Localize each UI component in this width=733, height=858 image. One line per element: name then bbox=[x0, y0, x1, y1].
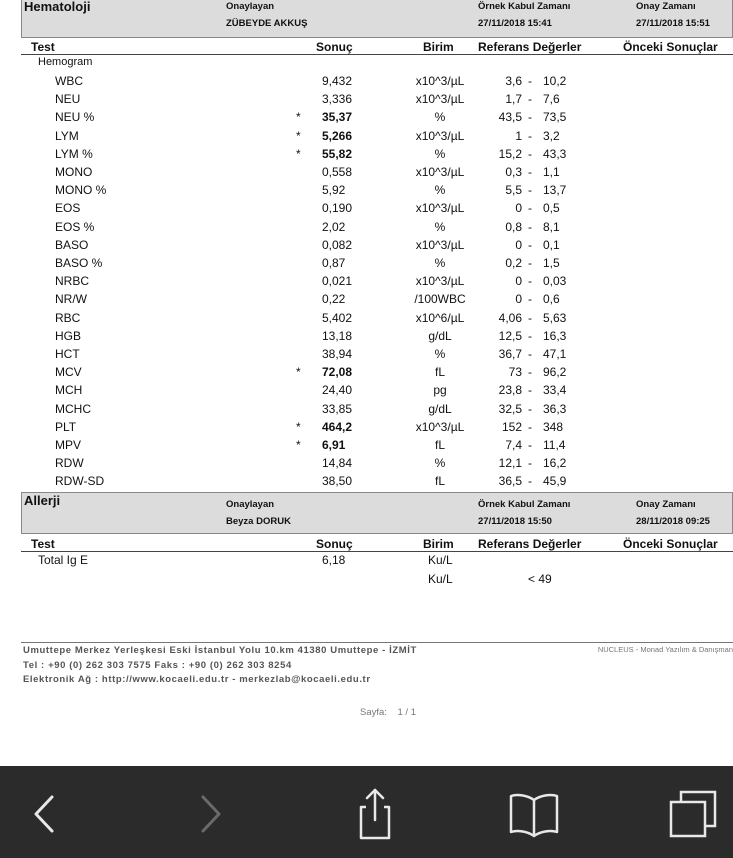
reference-dash: - bbox=[528, 146, 532, 161]
unit: x10^6/µL bbox=[415, 310, 465, 325]
forward-button[interactable] bbox=[181, 784, 241, 844]
back-button[interactable] bbox=[14, 784, 74, 844]
table-row bbox=[0, 274, 733, 292]
reference-low: 0 bbox=[515, 201, 522, 216]
reference-dash: - bbox=[528, 438, 532, 452]
allergy-col-result: Sonuç bbox=[316, 537, 353, 551]
reference-dash: - bbox=[528, 419, 532, 434]
result-value: 0,558 bbox=[322, 165, 353, 179]
reference-low: 12,1 bbox=[498, 456, 522, 471]
reference-low: 0,8 bbox=[505, 219, 522, 234]
reference-high: 0,5 bbox=[543, 201, 560, 216]
allergy-col-test: Test bbox=[31, 537, 55, 551]
table-row bbox=[0, 147, 733, 165]
result-value: 464,2 bbox=[322, 419, 353, 434]
result-value: 2,02 bbox=[322, 219, 346, 234]
reference-dash: - bbox=[528, 237, 532, 252]
result-value: 24,40 bbox=[322, 383, 353, 398]
reference-dash: - bbox=[528, 219, 532, 234]
result-value: 6,91 bbox=[322, 438, 346, 452]
allergy-sample-label: Örnek Kabul Zamanı bbox=[478, 499, 571, 510]
allergy-row bbox=[0, 553, 733, 571]
hematology-column-headers bbox=[0, 40, 733, 54]
reference-low: 0 bbox=[515, 237, 522, 252]
test-name: RDW bbox=[55, 456, 84, 471]
reference-dash: - bbox=[528, 74, 532, 88]
forward-icon bbox=[199, 794, 223, 834]
reference-high: 43,3 bbox=[543, 146, 567, 161]
unit: % bbox=[434, 347, 446, 361]
test-name: NEU % bbox=[55, 110, 95, 125]
hematology-approval-time: 27/11/2018 15:51 bbox=[636, 18, 710, 29]
test-name: MCV bbox=[55, 365, 82, 380]
reference-low: 1,7 bbox=[505, 92, 522, 107]
page-value: 1 / 1 bbox=[397, 707, 416, 718]
table-row bbox=[0, 183, 733, 201]
reference-low: 32,5 bbox=[498, 401, 522, 416]
reference-low: 36,5 bbox=[498, 474, 522, 489]
result-value: 38,50 bbox=[322, 474, 353, 489]
unit: fL bbox=[434, 474, 445, 489]
unit: x10^3/µL bbox=[415, 274, 465, 289]
footer-rule bbox=[21, 642, 733, 643]
col-reference: Referans Değerler bbox=[478, 40, 582, 54]
page-label: Sayfa: bbox=[360, 707, 387, 718]
test-name: LYM bbox=[55, 128, 79, 143]
table-row bbox=[0, 165, 733, 183]
reference-high: 8,1 bbox=[543, 219, 560, 234]
unit: x10^3/µL bbox=[415, 128, 465, 143]
table-row bbox=[0, 474, 733, 492]
result-value: 0,021 bbox=[322, 274, 353, 289]
hematology-approver-label: Onaylayan bbox=[226, 1, 275, 12]
unit: % bbox=[434, 219, 446, 234]
test-name: MPV bbox=[55, 438, 82, 452]
test-name: HGB bbox=[55, 328, 82, 343]
table-row bbox=[0, 220, 733, 238]
reference-dash: - bbox=[528, 201, 532, 216]
hematology-approval-label: Onay Zamanı bbox=[636, 1, 696, 12]
table-row bbox=[0, 402, 733, 420]
result-value: 35,37 bbox=[322, 110, 353, 125]
reference-dash: - bbox=[528, 292, 532, 307]
unit: % bbox=[434, 256, 446, 270]
test-name: MONO % bbox=[55, 183, 107, 198]
reference-low: 5,5 bbox=[505, 183, 522, 198]
unit: x10^3/µL bbox=[415, 419, 465, 434]
allergy-ref-range: < 49 bbox=[528, 572, 552, 586]
reference-high: 16,2 bbox=[543, 456, 567, 471]
allergy-reference-row bbox=[0, 572, 733, 590]
table-row bbox=[0, 347, 733, 365]
reference-dash: - bbox=[528, 183, 532, 198]
test-name: EOS bbox=[55, 201, 81, 216]
footer-vendor: NUCLEUS - Monad Yazılım & Danışman bbox=[597, 645, 733, 654]
reference-dash: - bbox=[528, 401, 532, 416]
allergy-col-previous: Önceki Sonuçlar bbox=[623, 537, 718, 551]
table-row bbox=[0, 438, 733, 456]
allergy-test-name: Total Ig E bbox=[38, 553, 89, 567]
allergy-unit: Ku/L bbox=[428, 553, 453, 567]
allergy-approver-name: Beyza DORUK bbox=[226, 516, 291, 527]
footer-phone: Tel : +90 (0) 262 303 7575 Faks : +90 (0) 262 303 8254 bbox=[23, 660, 292, 671]
test-name: PLT bbox=[55, 419, 77, 434]
col-test: Test bbox=[31, 40, 55, 54]
hemogram-group-label: Hemogram bbox=[38, 56, 93, 68]
reference-high: 0,6 bbox=[543, 292, 560, 307]
unit: g/dL bbox=[428, 328, 452, 343]
unit: fL bbox=[434, 365, 445, 380]
test-name: RDW-SD bbox=[55, 474, 105, 489]
reference-low: 43,5 bbox=[498, 110, 522, 125]
result-value: 33,85 bbox=[322, 401, 353, 416]
reference-high: 33,4 bbox=[543, 383, 567, 398]
test-name: BASO % bbox=[55, 256, 103, 270]
reference-low: 0 bbox=[515, 292, 522, 307]
reference-low: 36,7 bbox=[498, 347, 522, 361]
reference-low: 23,8 bbox=[498, 383, 522, 398]
allergy-approval-time: 28/11/2018 09:25 bbox=[636, 516, 710, 527]
unit: /100WBC bbox=[414, 292, 466, 307]
allergy-title: Allerji bbox=[24, 493, 61, 508]
test-name: MCHC bbox=[55, 401, 91, 416]
tabs-icon bbox=[667, 788, 719, 840]
abnormal-flag: * bbox=[296, 110, 301, 125]
reference-dash: - bbox=[528, 274, 532, 289]
reference-high: 16,3 bbox=[543, 328, 567, 343]
reference-low: 152 bbox=[501, 419, 522, 434]
unit: x10^3/µL bbox=[415, 237, 465, 252]
result-value: 55,82 bbox=[322, 146, 353, 161]
reference-dash: - bbox=[528, 110, 532, 125]
reference-high: 5,63 bbox=[543, 310, 567, 325]
bookmarks-button[interactable] bbox=[504, 784, 564, 844]
allergy-value: 6,18 bbox=[322, 553, 346, 567]
reference-low: 0,2 bbox=[505, 256, 522, 270]
abnormal-flag: * bbox=[296, 365, 301, 380]
result-value: 38,94 bbox=[322, 347, 353, 361]
unit: pg bbox=[433, 383, 447, 398]
browser-toolbar bbox=[0, 766, 733, 858]
test-name: NRBC bbox=[55, 274, 90, 289]
unit: % bbox=[434, 110, 446, 125]
hematology-sample-label: Örnek Kabul Zamanı bbox=[478, 1, 571, 12]
reference-high: 7,6 bbox=[543, 92, 560, 107]
table-row bbox=[0, 420, 733, 438]
allergy-approver-label: Onaylayan bbox=[226, 499, 275, 510]
reference-dash: - bbox=[528, 256, 532, 270]
col-unit: Birim bbox=[423, 40, 454, 54]
reference-low: 4,06 bbox=[498, 310, 522, 325]
reference-dash: - bbox=[528, 474, 532, 489]
test-name: EOS % bbox=[55, 219, 95, 234]
reference-dash: - bbox=[528, 165, 532, 179]
reference-low: 12,5 bbox=[498, 328, 522, 343]
share-button[interactable] bbox=[345, 784, 405, 844]
test-name: RBC bbox=[55, 310, 81, 325]
abnormal-flag: * bbox=[296, 146, 301, 161]
hematology-header bbox=[21, 0, 733, 38]
reference-low: 0,3 bbox=[505, 165, 522, 179]
reference-low: 0 bbox=[515, 274, 522, 289]
reference-dash: - bbox=[528, 365, 532, 380]
table-row bbox=[0, 292, 733, 310]
table-row bbox=[0, 129, 733, 147]
reference-high: 0,1 bbox=[543, 237, 560, 252]
abnormal-flag: * bbox=[296, 438, 301, 452]
reference-high: 13,7 bbox=[543, 183, 567, 198]
unit: fL bbox=[434, 438, 445, 452]
tabs-button[interactable] bbox=[663, 784, 723, 844]
reference-low: 3,6 bbox=[505, 74, 522, 88]
result-value: 5,266 bbox=[322, 128, 353, 143]
allergy-header-rule bbox=[21, 551, 733, 552]
test-name: MONO bbox=[55, 165, 93, 179]
reference-high: 348 bbox=[543, 419, 564, 434]
unit: x10^3/µL bbox=[415, 92, 465, 107]
share-icon bbox=[353, 786, 397, 842]
table-row bbox=[0, 456, 733, 474]
table-row bbox=[0, 311, 733, 329]
table-row bbox=[0, 201, 733, 219]
reference-low: 73 bbox=[508, 365, 522, 380]
reference-dash: - bbox=[528, 347, 532, 361]
allergy-ref-unit: Ku/L bbox=[428, 572, 453, 586]
reference-high: 11,4 bbox=[543, 438, 566, 452]
unit: x10^3/µL bbox=[415, 201, 465, 216]
test-name: WBC bbox=[55, 74, 83, 88]
result-value: 5,92 bbox=[322, 183, 346, 198]
col-result: Sonuç bbox=[316, 40, 353, 54]
table-row bbox=[0, 329, 733, 347]
reference-high: 1,1 bbox=[543, 165, 560, 179]
bookmarks-icon bbox=[507, 790, 561, 838]
result-value: 0,082 bbox=[322, 237, 353, 252]
test-name: LYM % bbox=[55, 146, 93, 161]
reference-high: 73,5 bbox=[543, 110, 567, 125]
result-value: 9,432 bbox=[322, 74, 353, 88]
reference-dash: - bbox=[528, 456, 532, 471]
table-row bbox=[0, 74, 733, 92]
reference-dash: - bbox=[528, 310, 532, 325]
abnormal-flag: * bbox=[296, 419, 301, 434]
back-icon bbox=[32, 794, 56, 834]
table-row bbox=[0, 256, 733, 274]
result-value: 0,87 bbox=[322, 256, 346, 270]
test-name: NR/W bbox=[55, 292, 87, 307]
unit: g/dL bbox=[428, 401, 452, 416]
test-name: HCT bbox=[55, 347, 80, 361]
reference-high: 3,2 bbox=[543, 128, 560, 143]
result-value: 0,22 bbox=[322, 292, 346, 307]
test-name: MCH bbox=[55, 383, 83, 398]
hematology-header-rule bbox=[21, 54, 733, 55]
unit: % bbox=[434, 183, 446, 198]
allergy-sample-time: 27/11/2018 15:50 bbox=[478, 516, 552, 527]
hematology-approver-name: ZÜBEYDE AKKUŞ bbox=[226, 18, 308, 29]
reference-high: 47,1 bbox=[543, 347, 567, 361]
reference-dash: - bbox=[528, 383, 532, 398]
footer-email: Elektronik Ağ : http://www.kocaeli.edu.tr - merkezlab@kocaeli.edu.tr bbox=[23, 674, 371, 685]
unit: x10^3/µL bbox=[415, 165, 465, 179]
reference-dash: - bbox=[528, 128, 532, 143]
allergy-col-reference: Referans Değerler bbox=[478, 537, 582, 551]
footer-address: Umuttepe Merkez Yerleşkesi Eski İstanbul Yolu 10.km 41380 Umuttepe - İZMİT bbox=[23, 645, 417, 656]
reference-dash: - bbox=[528, 328, 532, 343]
reference-low: 7,4 bbox=[505, 438, 522, 452]
page-indicator bbox=[360, 707, 416, 718]
result-value: 72,08 bbox=[322, 365, 353, 380]
hematology-sample-time: 27/11/2018 15:41 bbox=[478, 18, 552, 29]
unit: x10^3/µL bbox=[415, 74, 465, 88]
reference-high: 45,9 bbox=[543, 474, 567, 489]
col-previous: Önceki Sonuçlar bbox=[623, 40, 718, 54]
result-value: 3,336 bbox=[322, 92, 353, 107]
reference-high: 36,3 bbox=[543, 401, 567, 416]
result-value: 5,402 bbox=[322, 310, 353, 325]
table-row bbox=[0, 92, 733, 110]
table-row bbox=[0, 383, 733, 401]
result-value: 13,18 bbox=[322, 328, 353, 343]
reference-high: 10,2 bbox=[543, 74, 567, 88]
reference-dash: - bbox=[528, 92, 532, 107]
unit: % bbox=[434, 456, 446, 471]
result-value: 0,190 bbox=[322, 201, 353, 216]
reference-low: 15,2 bbox=[498, 146, 522, 161]
test-name: NEU bbox=[55, 92, 81, 107]
table-row bbox=[0, 238, 733, 256]
abnormal-flag: * bbox=[296, 128, 301, 143]
allergy-column-headers bbox=[0, 537, 733, 551]
result-value: 14,84 bbox=[322, 456, 353, 471]
allergy-approval-label: Onay Zamanı bbox=[636, 499, 696, 510]
table-row bbox=[0, 365, 733, 383]
unit: % bbox=[434, 146, 446, 161]
hematology-title: Hematoloji bbox=[24, 0, 91, 14]
reference-high: 96,2 bbox=[543, 365, 567, 380]
reference-high: 1,5 bbox=[543, 256, 560, 270]
reference-low: 1 bbox=[515, 128, 522, 143]
allergy-header bbox=[21, 492, 733, 534]
table-row bbox=[0, 110, 733, 128]
reference-high: 0,03 bbox=[543, 274, 567, 289]
allergy-col-unit: Birim bbox=[423, 537, 454, 551]
test-name: BASO bbox=[55, 237, 89, 252]
